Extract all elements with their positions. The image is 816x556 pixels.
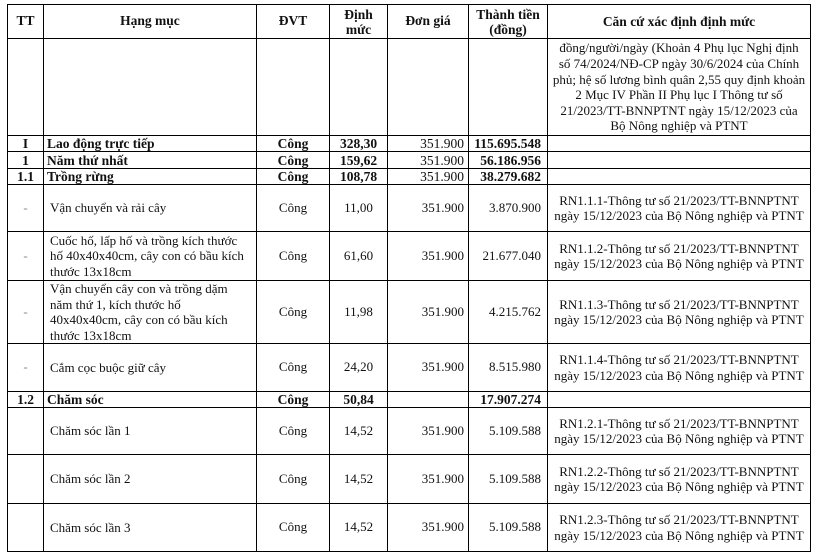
row-unit: Công — [257, 408, 330, 455]
row-amount: 17.907.274 — [469, 392, 548, 408]
row-price: 351.900 — [388, 232, 469, 281]
row-basis — [548, 152, 811, 169]
row-price: 351.900 — [388, 169, 469, 185]
row-norm: 11,00 — [330, 185, 388, 232]
table-row — [8, 185, 811, 232]
row-unit: Công — [257, 455, 330, 504]
row-item: Chăm sóc lần 1 — [44, 408, 257, 455]
row-price: 351.900 — [388, 455, 469, 504]
row-item: Lao động trực tiếp — [44, 136, 257, 152]
row-item: Năm thứ nhất — [44, 152, 257, 169]
intro-price — [388, 39, 469, 136]
row-basis: RN1.1.1-Thông tư số 21/2023/TT-BNNPTNT ngày 15/12/2023 của Bộ Nông nghiệp và PTNT — [548, 185, 811, 232]
header-item: Hạng mục — [44, 5, 257, 39]
row-tt: I — [8, 136, 44, 152]
row-norm: 159,62 — [330, 152, 388, 169]
row-basis — [548, 392, 811, 408]
header-price: Đơn giá — [388, 5, 469, 39]
row-price — [388, 392, 469, 408]
row-amount: 8.515.980 — [469, 344, 548, 392]
row-basis — [548, 169, 811, 185]
table-row — [8, 455, 811, 504]
row-tt: - — [8, 232, 44, 281]
row-item: Vận chuyển cây con và trồng dặm năm thứ 1, kích thước hố 40x40x40cm, cây con có bầu kích thước 13x18cm — [44, 281, 257, 344]
row-norm: 14,52 — [330, 455, 388, 504]
row-basis: RN1.2.2-Thông tư số 21/2023/TT-BNNPTNT ngày 15/12/2023 của Bộ Nông nghiệp và PTNT — [548, 455, 811, 504]
row-unit: Công — [257, 281, 330, 344]
row-basis: RN1.2.1-Thông tư số 21/2023/TT-BNNPTNT ngày 15/12/2023 của Bộ Nông nghiệp và PTNT — [548, 408, 811, 455]
row-item: Chăm sóc — [44, 392, 257, 408]
header-amount — [469, 5, 548, 39]
row-basis: RN1.2.3-Thông tư số 21/2023/TT-BNNPTNT ngày 15/12/2023 của Bộ Nông nghiệp và PTNT — [548, 504, 811, 552]
row-unit: Công — [257, 504, 330, 552]
table-row — [8, 408, 811, 455]
row-price: 351.900 — [388, 344, 469, 392]
row-unit: Công — [257, 152, 330, 169]
row-price: 351.900 — [388, 185, 469, 232]
row-amount: 4.215.762 — [469, 281, 548, 344]
row-item: Cắm cọc buộc giữ cây — [44, 344, 257, 392]
row-price: 351.900 — [388, 281, 469, 344]
row-unit: Công — [257, 185, 330, 232]
row-tt: 1.2 — [8, 392, 44, 408]
intro-row — [8, 39, 811, 136]
row-amount: 21.677.040 — [469, 232, 548, 281]
header-norm: Định mức — [330, 5, 388, 39]
row-unit: Công — [257, 232, 330, 281]
row-unit: Công — [257, 136, 330, 152]
row-basis: RN1.1.3-Thông tư số 21/2023/TT-BNNPTNT ngày 15/12/2023 của Bộ Nông nghiệp và PTNT — [548, 281, 811, 344]
intro-amount — [469, 39, 548, 136]
row-amount: 3.870.900 — [469, 185, 548, 232]
row-unit: Công — [257, 344, 330, 392]
row-amount: 5.109.588 — [469, 408, 548, 455]
row-norm: 50,84 — [330, 392, 388, 408]
intro-item — [44, 39, 257, 136]
row-basis — [548, 136, 811, 152]
intro-basis: đồng/người/ngày (Khoản 4 Phụ lục Nghị định số 74/2024/NĐ-CP ngày 30/6/2024 của Chính phủ; hệ số lương bình quân 2,55 quy định khoản 2 Mục IV Phần II Phụ lục I Thông tư số 21/2023/TT-BNNPTNT ngày 15/12/2023 của Bộ Nông nghiệp và PTNT — [548, 39, 811, 136]
table-row — [8, 504, 811, 552]
cost-table — [7, 4, 811, 552]
row-item: Trồng rừng — [44, 169, 257, 185]
row-tt: - — [8, 281, 44, 344]
row-tt — [8, 504, 44, 552]
row-price: 351.900 — [388, 136, 469, 152]
row-amount: 56.186.956 — [469, 152, 548, 169]
row-basis: RN1.1.2-Thông tư số 21/2023/TT-BNNPTNT ngày 15/12/2023 của Bộ Nông nghiệp và PTNT — [548, 232, 811, 281]
table-row — [8, 392, 811, 408]
row-norm: 61,60 — [330, 232, 388, 281]
intro-norm — [330, 39, 388, 136]
header-unit: ĐVT — [257, 5, 330, 39]
row-norm: 24,20 — [330, 344, 388, 392]
row-item: Chăm sóc lần 3 — [44, 504, 257, 552]
row-item: Chăm sóc lần 2 — [44, 455, 257, 504]
row-item: Vận chuyển và rải cây — [44, 185, 257, 232]
row-price: 351.900 — [388, 408, 469, 455]
row-item: Cuốc hố, lấp hố và trồng kích thước hố 40x40x40cm, cây con có bầu kích thước 13x18cm — [44, 232, 257, 281]
row-norm: 11,98 — [330, 281, 388, 344]
row-tt: 1 — [8, 152, 44, 169]
row-amount: 38.279.682 — [469, 169, 548, 185]
header-amount-label: Thành tiền (đồng) — [476, 6, 540, 37]
row-tt — [8, 408, 44, 455]
header-basis: Căn cứ xác định định mức — [548, 5, 811, 39]
table-row — [8, 136, 811, 152]
row-amount: 5.109.588 — [469, 455, 548, 504]
header-tt: TT — [8, 5, 44, 39]
table-row — [8, 152, 811, 169]
row-tt — [8, 455, 44, 504]
intro-tt — [8, 39, 44, 136]
row-norm: 14,52 — [330, 408, 388, 455]
row-amount: 5.109.588 — [469, 504, 548, 552]
row-amount: 115.695.548 — [469, 136, 548, 152]
row-unit: Công — [257, 392, 330, 408]
row-basis: RN1.1.4-Thông tư số 21/2023/TT-BNNPTNT ngày 15/12/2023 của Bộ Nông nghiệp và PTNT — [548, 344, 811, 392]
row-norm: 328,30 — [330, 136, 388, 152]
row-price: 351.900 — [388, 504, 469, 552]
row-price: 351.900 — [388, 152, 469, 169]
row-tt: 1.1 — [8, 169, 44, 185]
row-unit: Công — [257, 169, 330, 185]
row-norm: 14,52 — [330, 504, 388, 552]
row-tt: - — [8, 185, 44, 232]
row-norm: 108,78 — [330, 169, 388, 185]
row-tt: - — [8, 344, 44, 392]
table-row — [8, 232, 811, 281]
table-row — [8, 281, 811, 344]
table-header-row — [8, 5, 811, 39]
intro-unit — [257, 39, 330, 136]
table-row — [8, 344, 811, 392]
table-row — [8, 169, 811, 185]
